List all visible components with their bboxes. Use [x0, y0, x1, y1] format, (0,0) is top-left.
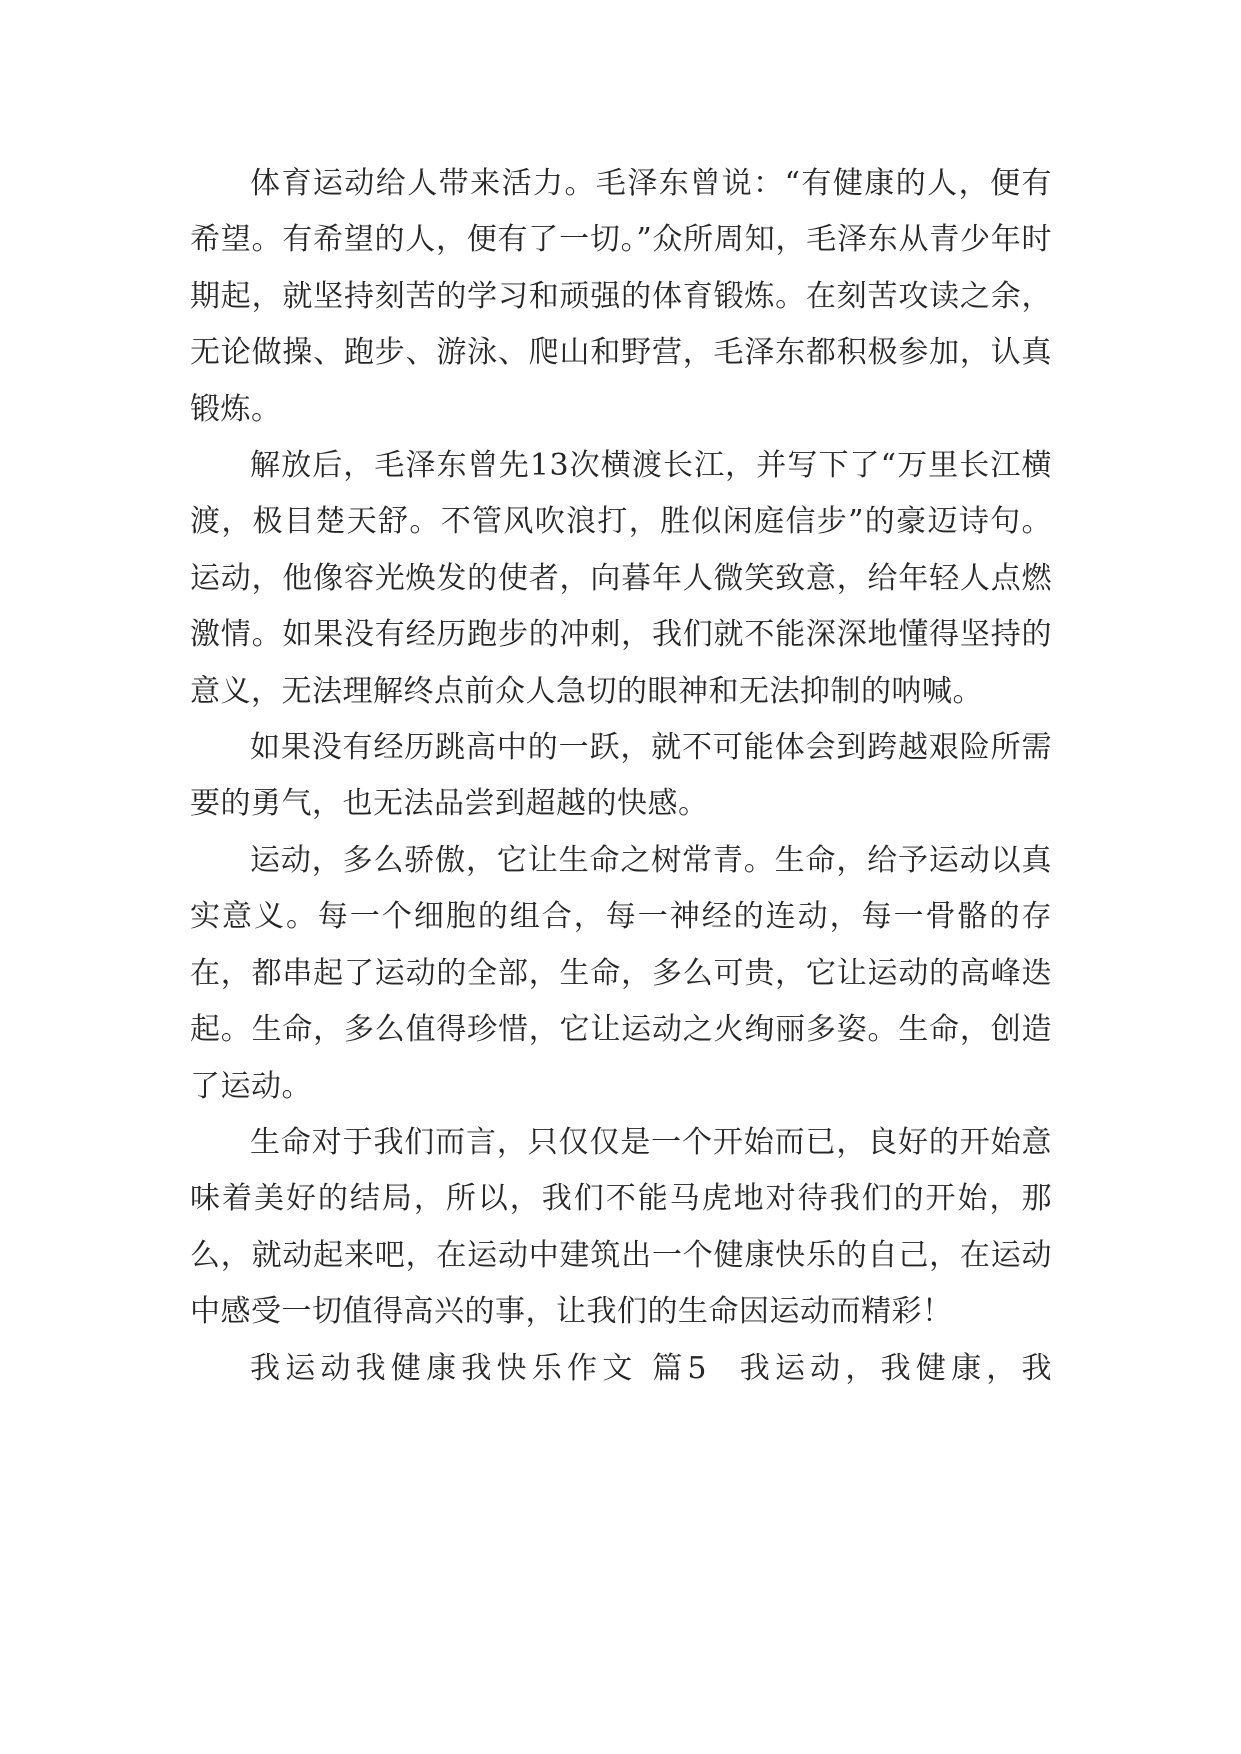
section-heading: 我运动我健康我快乐作文 篇5 [250, 1350, 708, 1386]
paragraph-2: 解放后，毛泽东曾先13次横渡长江，并写下了“万里长江横渡，极目楚天舒。不管风吹浪打，胜似闲庭信步”的豪迈诗句。运动，他像容光焕发的使者，向暮年人微笑致意，给年轻人点燃激情。如果没有经历跑步的冲刺，我们就不能深深地懂得坚持的意义，无法理解终点前众人急切的眼神和无法抑制的呐喊。 [190, 448, 1052, 709]
essay-body [190, 156, 1052, 1397]
paragraph-5: 生命对于我们而言，只仅仅是一个开始而已，良好的开始意味着美好的结局，所以，我们不能马虎地对待我们的开始，那么，就动起来吧，在运动中建筑出一个健康快乐的自己，在运动中感受一切值得高兴的事，让我们的生命因运动而精彩！ [190, 1124, 1052, 1330]
section-intro: 我运动，我健康，我 [735, 1350, 1053, 1386]
section-heading-line [190, 1341, 1052, 1397]
paragraph-3: 如果没有经历跳高中的一跃，就不可能体会到跨越艰险所需要的勇气，也无法品尝到超越的快感。 [190, 730, 1052, 822]
paragraph-4: 运动，多么骄傲，它让生命之树常青。生命，给予运动以真实意义。每一个细胞的组合，每一神经的连动，每一骨骼的存在，都串起了运动的全部，生命，多么可贵，它让运动的高峰迭起。生命，多么值得珍惜，它让运动之火绚丽多姿。生命，创造了运动。 [190, 842, 1052, 1104]
paragraph-1: 体育运动给人带来活力。毛泽东曾说：“有健康的人，便有希望。有希望的人，便有了一切。”众所周知，毛泽东从青少年时期起，就坚持刻苦的学习和顽强的体育锻炼。在刻苦攻读之余，无论做操、跑步、游泳、爬山和野营，毛泽东都积极参加，认真锻炼。 [190, 166, 1052, 427]
